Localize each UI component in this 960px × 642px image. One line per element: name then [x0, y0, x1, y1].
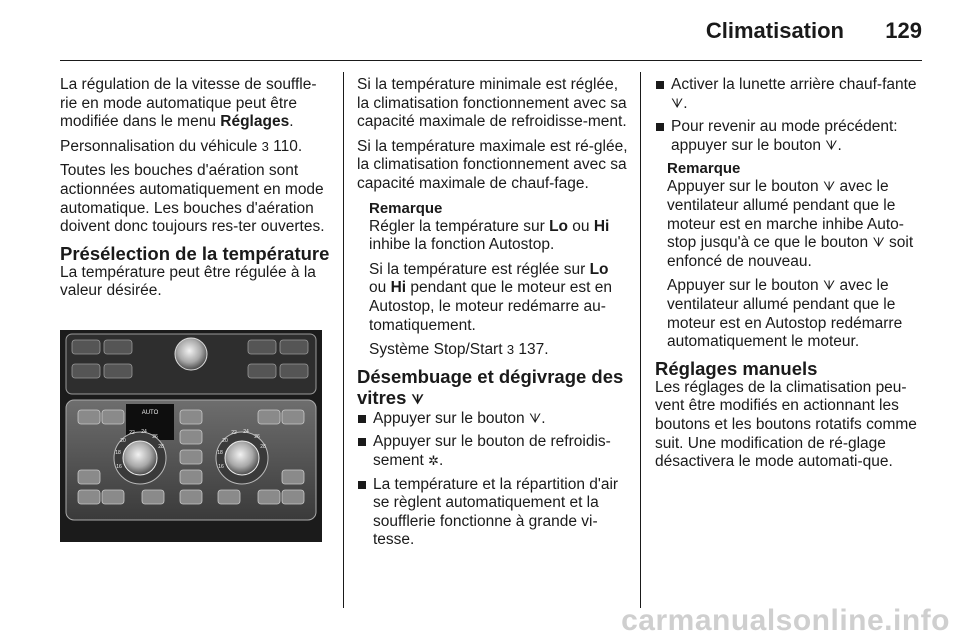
right-scale-0: 16 [218, 464, 224, 470]
list-item: Pour revenir au mode précédent: appuyer sur le bouton ᗐ. [655, 118, 923, 155]
remark-autostop: Si la température est réglée sur Lo ou Hi pendant que le moteur est en Autostop, le moteur redémarre au-tomatiquement. [369, 260, 613, 334]
rear-window-heating-icon: ᗐ [671, 95, 684, 111]
left-scale-2: 20 [120, 438, 126, 444]
left-scale-0: 16 [116, 464, 122, 470]
auto-label: AUTO [141, 410, 159, 416]
column-divider-2 [640, 72, 641, 608]
heading-defog-defrost: Désembuage et dégivrage des vitres ᗐ [357, 365, 624, 408]
right-scale-3: 22 [231, 430, 237, 436]
defrost-icon: ᗐ [872, 235, 885, 251]
heading-manual-settings: Réglages manuels [655, 357, 818, 379]
left-scale-1: 18 [115, 450, 121, 456]
arrow-icon: 3 [261, 138, 269, 154]
defrost-icon: ᗐ [822, 278, 836, 294]
climate-control-photo [60, 330, 322, 542]
list-item: La température et la répartition d'air se règlent automatiquement et la soufflerie fonctionne à grande vi-tesse. [357, 476, 629, 550]
page-title: Climatisation [705, 18, 844, 43]
defrost-icon: ᗐ [825, 137, 838, 153]
remark-block-1 [357, 200, 629, 360]
column-2 [357, 76, 629, 555]
remark-lo-hi: Régler la température sur Lo ou Hi inhibe la fonction Autostop. [369, 217, 610, 254]
cross-reference[interactable]: Système Stop/Start 3 137. [369, 341, 549, 359]
page-header [60, 0, 922, 64]
left-scale-3: 22 [129, 430, 135, 436]
right-scale-2: 20 [222, 438, 228, 444]
remark-title: Remarque [369, 199, 443, 217]
paragraph-fan-speed: La régulation de la vitesse de souffle-rie en mode automatique peut être modifiée dans le menu Réglages. [60, 76, 317, 131]
paragraph-manual-settings: Les réglages de la climatisation peu-vent être modifiés en actionnant les boutons et les boutons rotatifs comme suit. Une modification de ré-glage désactivera le mode automati-que. [655, 378, 917, 471]
defrost-icon: ᗐ [822, 179, 836, 195]
list-item: Appuyer sur le bouton de refroidis-sement ✲. [357, 433, 629, 470]
heading-temperature-preselection: Présélection de la température [60, 242, 330, 264]
defrost-icon: ᗐ [411, 391, 424, 407]
right-scale-6: 28 [260, 444, 266, 450]
column-3 [655, 76, 923, 478]
paragraph-vents: Toutes les bouches d'aération sont actionnées automatiquement en mode automatique. Les bouches d'aération doivent donc toujours res-ter ouvertes. [60, 162, 325, 236]
page-number: 129 [885, 18, 922, 43]
paragraph-min-temp: Si la température minimale est réglée, la climatisation fonctionnement avec sa capacité maximale de refroidisse-ment. [357, 76, 627, 131]
column-divider-1 [343, 72, 344, 608]
list-item: Appuyer sur le bouton ᗐ. [357, 410, 629, 429]
cooling-icon: ✲ [428, 452, 440, 468]
arrow-icon: 3 [506, 342, 515, 358]
paragraph-max-temp: Si la température maximale est ré-glée, la climatisation fonctionnement avec sa capacité maximale de chauf-fage. [357, 137, 628, 192]
remark-block-2 [655, 160, 923, 351]
remark-fan-autostop: Appuyer sur le bouton ᗐ avec le ventilateur allumé pendant que le moteur est en marche inhibe Auto-stop jusqu'à ce que le bouton ᗐ soit enfoncé de nouveau. [667, 178, 914, 270]
climate-panel-illustration [60, 330, 322, 542]
remark-fan-restart: Appuyer sur le bouton ᗐ avec le ventilateur allumé pendant que le moteur est en Autostop redémarre automatiquement le moteur. [667, 277, 903, 351]
left-scale-5: 26 [152, 434, 158, 440]
defrost-icon: ᗐ [528, 410, 542, 426]
remark-title: Remarque [667, 160, 741, 178]
right-scale-1: 18 [217, 450, 223, 456]
list-item: Activer la lunette arrière chauf-fante ᗐ. [655, 76, 923, 113]
cross-reference[interactable]: Personnalisation du véhicule 3 110. [60, 137, 303, 155]
right-scale-4: 24 [243, 429, 249, 435]
column-1 [60, 76, 330, 307]
watermark-text: carmanualsonline.info [621, 604, 950, 637]
paragraph-temperature: La température peut être régulée à la valeur désirée. [60, 263, 316, 300]
left-scale-4: 24 [141, 429, 147, 435]
right-scale-5: 26 [254, 434, 260, 440]
header-rule [60, 60, 922, 61]
left-scale-6: 28 [158, 444, 164, 450]
